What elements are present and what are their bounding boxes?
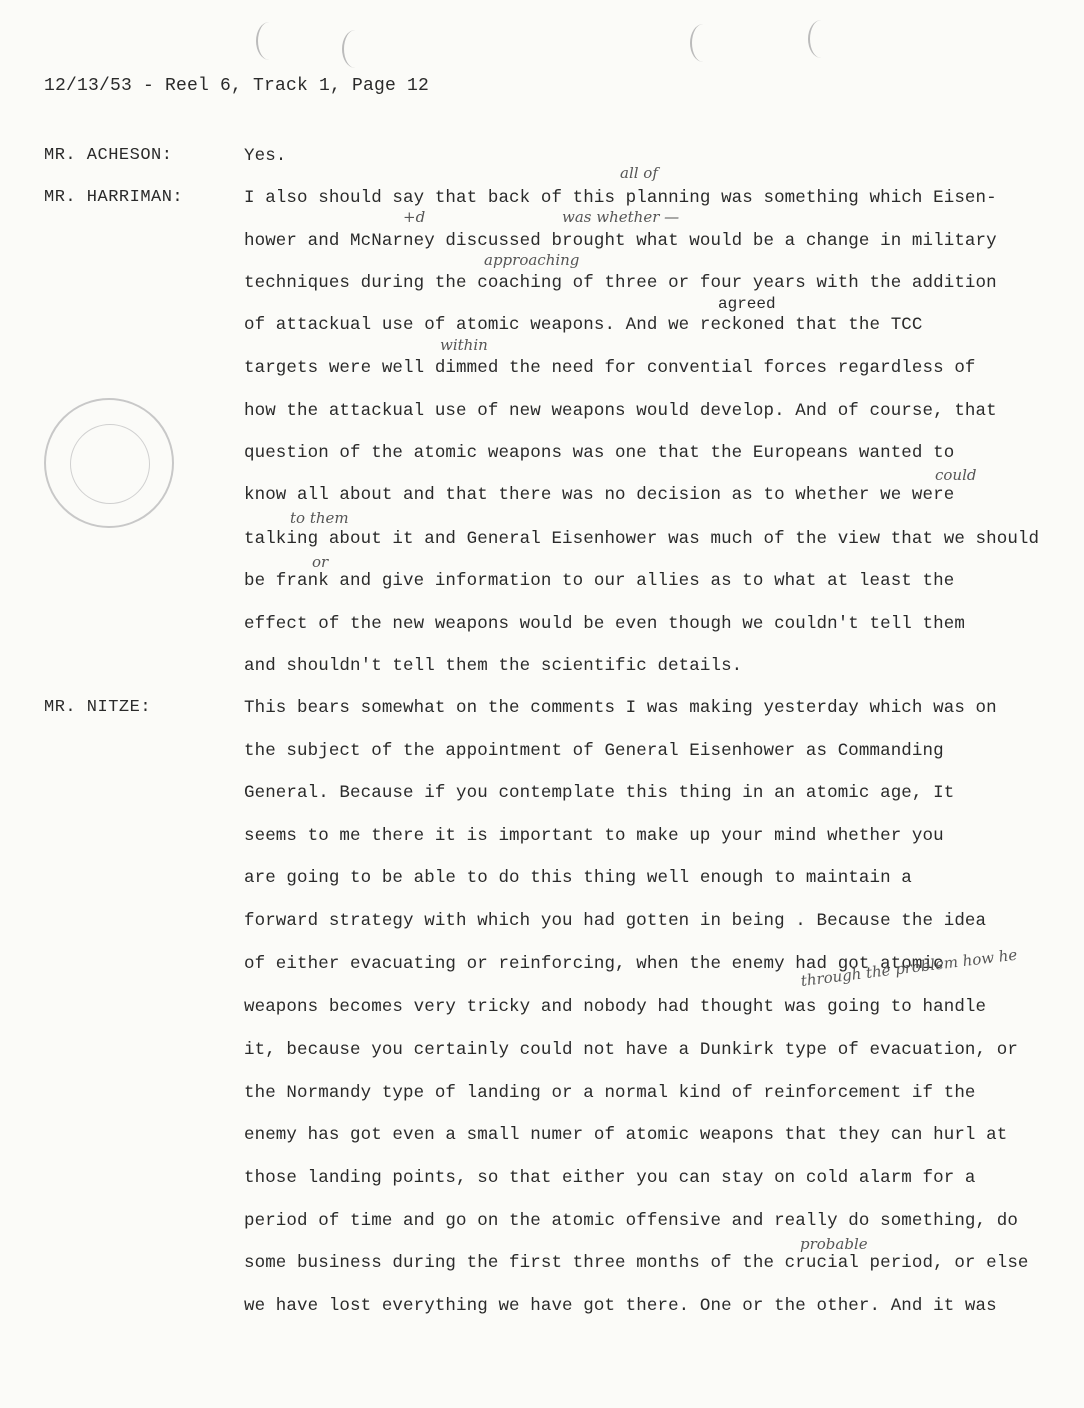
punch-hole-mark [690, 24, 716, 62]
handwritten-annotation: all of [620, 164, 658, 182]
transcript-line: be frank and give information to our allies as to what at least the [244, 571, 955, 591]
transcript-line: the subject of the appointment of General Eisenhower as Commanding [244, 741, 944, 761]
handwritten-annotation: through the problem how he [799, 945, 1019, 990]
handwritten-annotation: approaching [484, 251, 580, 269]
punch-hole-mark [256, 22, 282, 60]
transcript-line: the Normandy type of landing or a normal kind of reinforcement if the [244, 1083, 976, 1103]
transcript-line: I also should say that back of this planning was something which Eisen- [244, 188, 997, 208]
transcript-line: we have lost everything we have got there. One or the other. And it was [244, 1296, 997, 1316]
transcript-line: question of the atomic weapons was one that the Europeans wanted to [244, 443, 955, 463]
transcript-line: techniques during the coaching of three or four years with the addition [244, 273, 997, 293]
transcript-line: effect of the new weapons would be even though we couldn't tell them [244, 614, 965, 634]
transcript-line: enemy has got even a small numer of atomic weapons that they can hurl at [244, 1125, 1008, 1145]
transcript-line: forward strategy with which you had gotten in being . Because the idea [244, 911, 987, 931]
transcript-line: those landing points, so that either you can stay on cold alarm for a [244, 1168, 976, 1188]
seal-inner-ring [70, 424, 150, 504]
speaker-acheson: MR. ACHESON: [44, 146, 173, 165]
transcript-line: hower and McNarney discussed brought what would be a change in military [244, 231, 997, 251]
speaker-harriman: MR. HARRIMAN: [44, 188, 184, 207]
punch-hole-mark [808, 20, 834, 58]
speaker-nitze: MR. NITZE: [44, 698, 152, 717]
transcript-line: some business during the first three months of the crucial period, or else [244, 1253, 1029, 1273]
typed-annotation: agreed [718, 295, 776, 313]
transcript-line: how the attackual use of new weapons would develop. And of course, that [244, 401, 997, 421]
transcript-line: period of time and go on the atomic offensive and really do something, do [244, 1211, 1018, 1231]
handwritten-annotation: was whether — [562, 208, 680, 226]
transcript-line: of either evacuating or reinforcing, when the enemy had got atomic [244, 954, 944, 974]
handwritten-annotation: to them [290, 509, 349, 527]
handwritten-annotation: probable [800, 1235, 868, 1253]
library-seal-stamp [44, 398, 174, 528]
punch-hole-mark [342, 30, 368, 68]
transcript-line: know all about and that there was no decision as to whether we were [244, 485, 955, 505]
transcript-line: it, because you certainly could not have a Dunkirk type of evacuation, or [244, 1040, 1018, 1060]
handwritten-annotation: could [935, 466, 977, 484]
transcript-line: and shouldn't tell them the scientific details. [244, 656, 743, 676]
transcript-line: seems to me there it is important to make up your mind whether you [244, 826, 944, 846]
handwritten-annotation: or [312, 553, 329, 571]
handwritten-annotation: +d [403, 208, 426, 226]
transcript-line: This bears somewhat on the comments I was making yesterday which was on [244, 698, 997, 718]
transcript-line: are going to be able to do this thing well enough to maintain a [244, 868, 912, 888]
transcript-line: weapons becomes very tricky and nobody had thought was going to handle [244, 997, 987, 1017]
transcript-line: of attackual use of atomic weapons. And we reckoned that the TCC [244, 315, 923, 335]
transcript-line: Yes. [244, 146, 287, 166]
transcript-line: talking about it and General Eisenhower was much of the view that we should [244, 529, 1040, 549]
transcript-line: targets were well dimmed the need for convential forces regardless of [244, 358, 976, 378]
handwritten-annotation: within [440, 336, 488, 354]
transcript-line: General. Because if you contemplate this thing in an atomic age, It [244, 783, 955, 803]
page-header: 12/13/53 - Reel 6, Track 1, Page 12 [44, 76, 430, 96]
